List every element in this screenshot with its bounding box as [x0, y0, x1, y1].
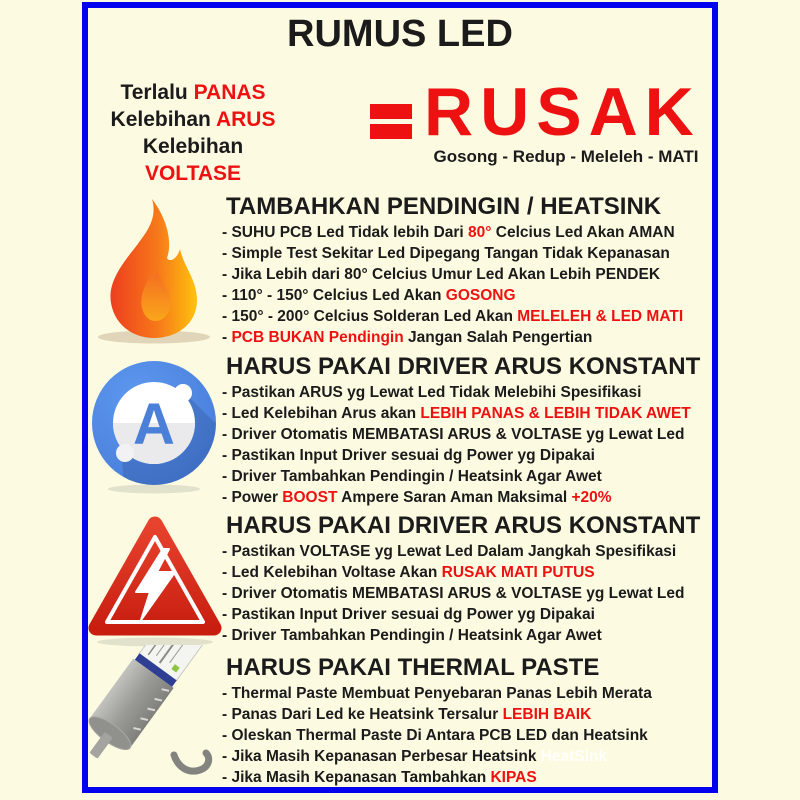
text-segment: BOOST — [282, 489, 338, 506]
badge-letter: A — [133, 392, 175, 457]
text-segment: - Jika Lebih dari 80° Celcius Umur Led Akan Lebih PENDEK — [222, 266, 661, 283]
text-segment: - Pastikan Input Driver sesuai dg Power yg Dipakai — [222, 447, 595, 464]
bullet-line — [222, 243, 716, 264]
result-detail: Gosong - Redup - Meleleh - MATI — [433, 147, 699, 166]
cause-line — [93, 106, 293, 133]
section-title: HARUS PAKAI THERMAL PASTE — [226, 654, 600, 681]
text-segment: - Oleskan Thermal Paste Di Antara PCB LED dan Heatsink — [222, 727, 648, 744]
text-segment: - SUHU PCB Led Tidak lebih Dari — [222, 224, 469, 241]
bullet-line — [222, 327, 716, 348]
section-thermal-paste — [222, 655, 716, 788]
text-segment: - — [222, 329, 232, 346]
text-segment: - Pastikan ARUS yg Lewat Led Tidak Melebihi Spesifikasi — [222, 384, 642, 401]
text-segment: - Panas Dari Led ke Heatsink Tersalur — [222, 706, 503, 723]
bullet-line — [222, 264, 716, 285]
text-segment: - Driver Tambahkan Pendingin / Heatsink Agar Awet — [222, 627, 602, 644]
bullet-line — [222, 285, 716, 306]
text-segment: GOSONG — [445, 287, 516, 304]
bullet-line — [222, 445, 716, 466]
equals-sign — [370, 104, 412, 140]
equals-bar — [370, 104, 412, 119]
bullet-line — [222, 487, 716, 508]
text-segment: KIPAS — [490, 769, 537, 786]
text-segment: LEBIH BAIK — [502, 706, 592, 723]
bullet-line — [222, 466, 716, 487]
text-segment: - Jika Masih Kepanasan Tambahkan — [222, 769, 491, 786]
section-current-driver — [222, 354, 716, 508]
text-segment: Kelebihan — [142, 135, 244, 158]
text-segment: - Led Kelebihan Arus akan — [222, 405, 421, 422]
constant-current-badge-icon — [90, 360, 218, 494]
text-segment: Terlalu — [120, 81, 194, 104]
text-segment: Kelebihan — [110, 108, 216, 131]
page-title: RUMUS LED — [287, 13, 513, 55]
cause-line — [93, 133, 293, 187]
bullet-line — [222, 746, 716, 767]
voltage-warning-icon — [84, 508, 226, 648]
bullet-line — [222, 683, 716, 704]
text-segment: - 150° - 200° Celcius Solderan Led Akan — [222, 308, 518, 325]
text-segment: PANAS — [193, 81, 266, 104]
text-segment: 80° — [468, 224, 492, 241]
bullet-line — [222, 604, 716, 625]
bullet-line — [222, 222, 716, 243]
text-segment: - Pastikan VOLTASE yg Lewat Led Dalam Jangkah Spesifikasi — [222, 543, 677, 560]
bullet-line — [222, 725, 716, 746]
text-segment: - Pastikan Input Driver sesuai dg Power yg Dipakai — [222, 606, 595, 623]
bullet-line — [222, 541, 716, 562]
text-segment: Celcius Led Akan AMAN — [491, 224, 675, 241]
text-segment: HeatSink — [540, 748, 608, 765]
text-segment: LEBIH PANAS & LEBIH TIDAK AWET — [420, 405, 691, 422]
text-segment: Ampere Saran Aman Maksimal — [337, 489, 572, 506]
text-segment: RUSAK MATI PUTUS — [441, 564, 595, 581]
section-voltage-driver — [222, 513, 716, 646]
text-segment: - Jika Masih Kepanasan Perbesar Heatsink — [222, 748, 541, 765]
text-segment: - Power — [222, 489, 283, 506]
text-segment: ARUS — [215, 108, 276, 131]
text-segment: - Simple Test Sekitar Led Dipegang Tangan Tidak Kepanasan — [222, 245, 670, 262]
text-segment: +20% — [571, 489, 612, 506]
text-segment: - Led Kelebihan Voltase Akan — [222, 564, 442, 581]
text-segment: - Thermal Paste Membuat Penyebaran Panas Lebih Merata — [222, 685, 652, 702]
bullet-line — [222, 382, 716, 403]
bullet-line — [222, 403, 716, 424]
bullet-line — [222, 583, 716, 604]
bullet-line — [222, 306, 716, 327]
flame-icon — [92, 197, 216, 345]
bullet-line — [222, 562, 716, 583]
text-segment: - Driver Otomatis MEMBATASI ARUS & VOLTASE yg Lewat Led — [222, 585, 685, 602]
bullet-line — [222, 424, 716, 445]
text-segment: MELELEH & LED MATI — [517, 308, 684, 325]
section-title: TAMBAHKAN PENDINGIN / HEATSINK — [226, 193, 662, 220]
bullet-line — [222, 625, 716, 646]
section-title: HARUS PAKAI DRIVER ARUS KONSTANT — [226, 512, 701, 539]
bullet-line — [222, 767, 716, 788]
bullet-line — [222, 704, 716, 725]
section-title: HARUS PAKAI DRIVER ARUS KONSTANT — [226, 353, 701, 380]
result-word: RUSAK — [424, 74, 701, 150]
text-segment: - Driver Tambahkan Pendingin / Heatsink Agar Awet — [222, 468, 602, 485]
text-segment: - 110° - 150° Celcius Led Akan — [222, 287, 446, 304]
section-heatsink — [222, 194, 716, 348]
text-segment: VOLTASE — [144, 162, 242, 185]
thermal-paste-tube-icon — [70, 645, 228, 793]
cause-line — [93, 79, 293, 106]
text-segment: Jangan Salah Pengertian — [403, 329, 593, 346]
text-segment: PCB BUKAN Pendingin — [231, 329, 404, 346]
text-segment: - Driver Otomatis MEMBATASI ARUS & VOLTASE yg Lewat Led — [222, 426, 685, 443]
cause-list — [93, 79, 293, 187]
equals-bar — [370, 124, 412, 139]
